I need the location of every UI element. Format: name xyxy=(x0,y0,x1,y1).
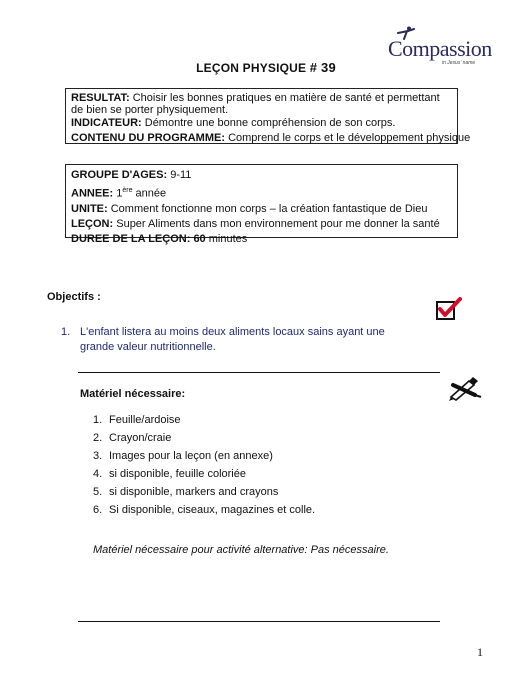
list-item-number: 3. xyxy=(93,450,103,462)
materiel-heading: Matériel nécessaire: xyxy=(80,388,186,400)
pencil-crayon-icon xyxy=(447,375,487,401)
lesson-title xyxy=(0,60,532,75)
page-number: 1 xyxy=(477,645,483,659)
logo-tagline: in Jesus' name xyxy=(442,60,476,66)
lesson-number: # 39 xyxy=(309,60,336,75)
indicateur-row xyxy=(71,116,452,131)
lesson-title-prefix: LEÇON PHYSIQUE xyxy=(196,61,307,75)
divider xyxy=(78,621,440,622)
indicateur-label: INDICATEUR: xyxy=(71,117,142,129)
annee-label: ANNEE: xyxy=(71,187,114,200)
logo-wordmark: Compassion xyxy=(388,36,492,61)
list-item xyxy=(93,465,315,483)
unite-label: UNITE: xyxy=(71,202,108,215)
unite-text: Comment fonctionne mon corps – la création fantastique de Dieu xyxy=(110,202,428,215)
list-item-text: Si disponible, ciseaux, magazines et colle. xyxy=(109,504,316,516)
list-item-number: 6. xyxy=(93,504,103,516)
outcome-box xyxy=(65,88,471,144)
list-item-number: 4. xyxy=(93,468,103,480)
lecon-label: LEÇON: xyxy=(71,217,114,230)
list-item xyxy=(93,429,315,447)
list-item-text: si disponible, markers and crayons xyxy=(109,486,279,498)
resultat-label: RESULTAT: xyxy=(71,92,130,104)
annee-row xyxy=(71,183,452,202)
objective-number: 1. xyxy=(61,326,71,338)
objective-text: L'enfant listera au moins deux aliments locaux sains ayant une grande valeur nutritionnelle. xyxy=(80,326,385,353)
groupe-text: 9-11 xyxy=(170,169,192,181)
checkbox-icon xyxy=(436,297,462,321)
unite-row xyxy=(71,202,452,217)
objectifs-heading: Objectifs : xyxy=(47,291,101,303)
annee-text: année xyxy=(135,187,167,200)
groupe-label: GROUPE D'AGES: xyxy=(71,169,168,181)
list-item-text: si disponible, feuille coloriée xyxy=(109,468,246,480)
list-item-number: 2. xyxy=(93,432,103,444)
contenu-label: CONTENU DU PROGRAMME: xyxy=(71,132,225,144)
groupe-row xyxy=(71,168,452,183)
indicateur-text: Démontre une bonne compréhension de son corps. xyxy=(144,117,396,129)
resultat-row xyxy=(71,92,452,116)
contenu-text: Comprend le corps et le développement physique xyxy=(228,132,471,144)
objective-item xyxy=(61,325,420,355)
resultat-text: Choisir les bonnes pratiques en matière de santé et permettant de bien se porter physiquement. xyxy=(71,92,440,116)
list-item-text: Feuille/ardoise xyxy=(109,414,181,426)
duree-unit: minutes xyxy=(208,232,248,245)
list-item-text: Images pour la leçon (en annexe) xyxy=(109,450,273,462)
list-item-number: 5. xyxy=(93,486,103,498)
duree-row xyxy=(71,232,452,247)
lesson-info-box xyxy=(65,164,458,245)
list-item xyxy=(93,501,315,519)
list-item xyxy=(93,447,315,465)
list-item xyxy=(93,411,315,429)
list-item-text: Crayon/craie xyxy=(109,432,172,444)
annee-num: 1 xyxy=(116,187,123,200)
annee-sup: ère xyxy=(122,187,133,194)
lecon-row xyxy=(71,217,452,232)
alternative-materials: Matériel nécessaire pour activité alternative: Pas nécessaire. xyxy=(93,544,389,556)
lecon-text: Super Aliments dans mon environnement pour me donner la santé xyxy=(116,217,440,230)
list-item xyxy=(93,483,315,501)
duree-value: 60 xyxy=(193,232,206,245)
materiel-list xyxy=(93,411,315,519)
duree-label: DUREE DE LA LEÇON: xyxy=(71,232,191,245)
contenu-row xyxy=(71,131,471,146)
divider xyxy=(78,372,440,373)
list-item-number: 1. xyxy=(93,414,103,426)
